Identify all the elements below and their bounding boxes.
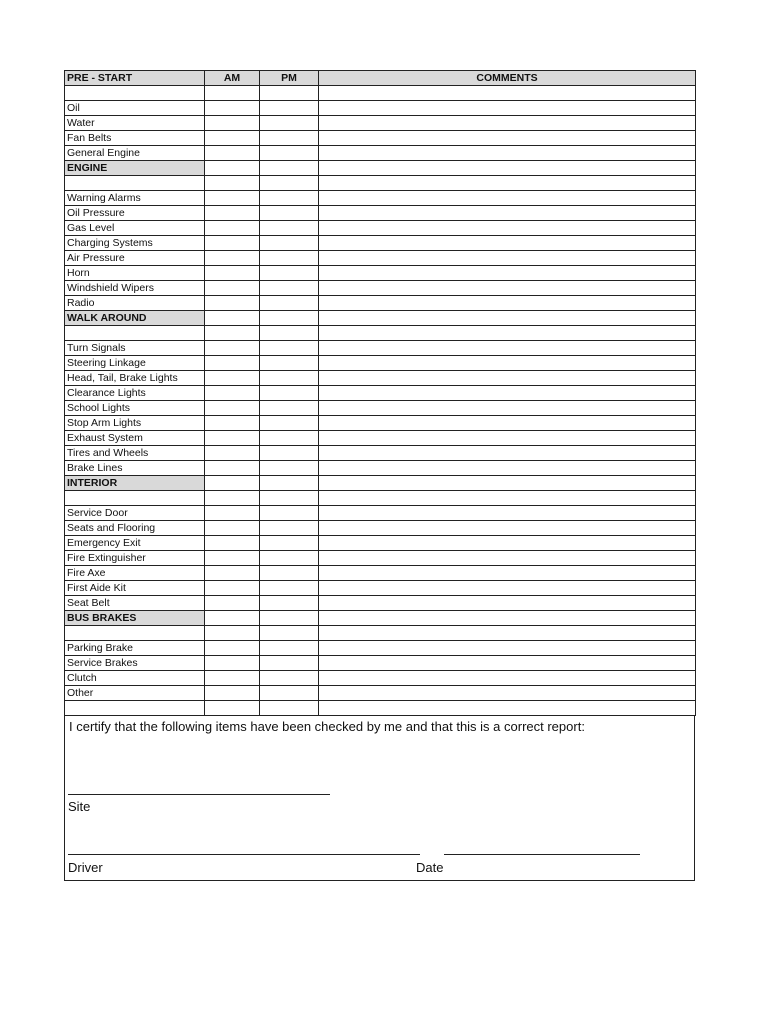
item-label: Fire Axe	[65, 566, 205, 581]
am-check-cell[interactable]	[205, 386, 260, 401]
table-row	[65, 461, 696, 476]
am-check-cell[interactable]	[205, 311, 260, 326]
am-check-cell[interactable]	[205, 221, 260, 236]
am-check-cell[interactable]	[205, 146, 260, 161]
pm-check-cell[interactable]	[260, 86, 319, 101]
comments-cell[interactable]	[319, 416, 696, 431]
comments-cell[interactable]	[319, 686, 696, 701]
comments-cell[interactable]	[319, 446, 696, 461]
item-label: Clearance Lights	[65, 386, 205, 401]
header-am: AM	[205, 71, 260, 86]
pm-check-cell[interactable]	[260, 266, 319, 281]
pm-check-cell[interactable]	[260, 281, 319, 296]
pm-check-cell[interactable]	[260, 251, 319, 266]
comments-cell[interactable]	[319, 221, 696, 236]
item-label: Gas Level	[65, 221, 205, 236]
table-row	[65, 251, 696, 266]
am-check-cell[interactable]	[205, 356, 260, 371]
pm-check-cell[interactable]	[260, 581, 319, 596]
header-comments: COMMENTS	[319, 71, 696, 86]
pm-check-cell[interactable]	[260, 326, 319, 341]
date-label: Date	[416, 860, 444, 875]
pm-check-cell[interactable]	[260, 626, 319, 641]
pm-check-cell[interactable]	[260, 191, 319, 206]
table-row	[65, 656, 696, 671]
item-label: Steering Linkage	[65, 356, 205, 371]
comments-cell[interactable]	[319, 251, 696, 266]
spacer-row	[65, 701, 696, 716]
am-check-cell[interactable]	[205, 626, 260, 641]
pm-check-cell[interactable]	[260, 101, 319, 116]
am-check-cell[interactable]	[205, 266, 260, 281]
am-check-cell[interactable]	[205, 596, 260, 611]
pm-check-cell[interactable]	[260, 491, 319, 506]
am-check-cell[interactable]	[205, 341, 260, 356]
comments-cell[interactable]	[319, 536, 696, 551]
section-header-row	[65, 311, 696, 326]
am-check-cell[interactable]	[205, 641, 260, 656]
comments-cell[interactable]	[319, 401, 696, 416]
table-row	[65, 446, 696, 461]
table-row	[65, 596, 696, 611]
header-pm: PM	[260, 71, 319, 86]
blank-label	[65, 626, 205, 641]
table-row	[65, 551, 696, 566]
comments-cell[interactable]	[319, 191, 696, 206]
item-label: Oil Pressure	[65, 206, 205, 221]
comments-cell[interactable]	[319, 311, 696, 326]
comments-cell[interactable]	[319, 371, 696, 386]
comments-cell[interactable]	[319, 656, 696, 671]
am-check-cell[interactable]	[205, 491, 260, 506]
am-check-cell[interactable]	[205, 611, 260, 626]
item-label: Oil	[65, 101, 205, 116]
header-pre-start: PRE - START	[65, 71, 205, 86]
am-check-cell[interactable]	[205, 506, 260, 521]
section-header-row	[65, 611, 696, 626]
comments-cell[interactable]	[319, 176, 696, 191]
am-check-cell[interactable]	[205, 476, 260, 491]
pm-check-cell[interactable]	[260, 416, 319, 431]
item-label: WALK AROUND	[65, 311, 205, 326]
item-label: Windshield Wipers	[65, 281, 205, 296]
blank-label	[65, 701, 205, 716]
site-signature-line[interactable]	[68, 794, 330, 795]
comments-cell[interactable]	[319, 266, 696, 281]
am-check-cell[interactable]	[205, 296, 260, 311]
comments-cell[interactable]	[319, 161, 696, 176]
am-check-cell[interactable]	[205, 176, 260, 191]
pm-check-cell[interactable]	[260, 686, 319, 701]
pm-check-cell[interactable]	[260, 386, 319, 401]
item-label: Radio	[65, 296, 205, 311]
item-label: INTERIOR	[65, 476, 205, 491]
table-row	[65, 581, 696, 596]
spacer-row	[65, 176, 696, 191]
blank-label	[65, 86, 205, 101]
am-check-cell[interactable]	[205, 401, 260, 416]
pm-check-cell[interactable]	[260, 701, 319, 716]
blank-label	[65, 491, 205, 506]
am-check-cell[interactable]	[205, 161, 260, 176]
comments-cell[interactable]	[319, 386, 696, 401]
pm-check-cell[interactable]	[260, 221, 319, 236]
pm-check-cell[interactable]	[260, 206, 319, 221]
comments-cell[interactable]	[319, 431, 696, 446]
site-label: Site	[68, 799, 91, 814]
pm-check-cell[interactable]	[260, 341, 319, 356]
comments-cell[interactable]	[319, 146, 696, 161]
comments-cell[interactable]	[319, 701, 696, 716]
item-label: Seat Belt	[65, 596, 205, 611]
item-label: Fan Belts	[65, 131, 205, 146]
item-label: Clutch	[65, 671, 205, 686]
pm-check-cell[interactable]	[260, 566, 319, 581]
pm-check-cell[interactable]	[260, 596, 319, 611]
item-label: Seats and Flooring	[65, 521, 205, 536]
pm-check-cell[interactable]	[260, 476, 319, 491]
item-label: Service Brakes	[65, 656, 205, 671]
comments-cell[interactable]	[319, 506, 696, 521]
item-label: ENGINE	[65, 161, 205, 176]
pm-check-cell[interactable]	[260, 371, 319, 386]
table-row	[65, 206, 696, 221]
pm-check-cell[interactable]	[260, 446, 319, 461]
table-row	[65, 506, 696, 521]
am-check-cell[interactable]	[205, 101, 260, 116]
am-check-cell[interactable]	[205, 206, 260, 221]
am-check-cell[interactable]	[205, 86, 260, 101]
pm-check-cell[interactable]	[260, 461, 319, 476]
pm-check-cell[interactable]	[260, 356, 319, 371]
am-check-cell[interactable]	[205, 431, 260, 446]
pm-check-cell[interactable]	[260, 641, 319, 656]
item-label: Other	[65, 686, 205, 701]
section-header-row	[65, 476, 696, 491]
am-check-cell[interactable]	[205, 446, 260, 461]
am-check-cell[interactable]	[205, 191, 260, 206]
table-row	[65, 401, 696, 416]
item-label: Fire Extinguisher	[65, 551, 205, 566]
comments-cell[interactable]	[319, 476, 696, 491]
item-label: Turn Signals	[65, 341, 205, 356]
table-row	[65, 431, 696, 446]
table-row	[65, 296, 696, 311]
table-row	[65, 266, 696, 281]
item-label: General Engine	[65, 146, 205, 161]
table-row	[65, 146, 696, 161]
table-row	[65, 191, 696, 206]
table-row	[65, 566, 696, 581]
comments-cell[interactable]	[319, 566, 696, 581]
comments-cell[interactable]	[319, 236, 696, 251]
am-check-cell[interactable]	[205, 251, 260, 266]
pm-check-cell[interactable]	[260, 536, 319, 551]
checklist-table	[64, 70, 696, 716]
item-label: Exhaust System	[65, 431, 205, 446]
table-row	[65, 131, 696, 146]
item-label: Head, Tail, Brake Lights	[65, 371, 205, 386]
pm-check-cell[interactable]	[260, 671, 319, 686]
blank-label	[65, 326, 205, 341]
comments-cell[interactable]	[319, 356, 696, 371]
item-label: BUS BRAKES	[65, 611, 205, 626]
inspection-sheet	[64, 70, 695, 881]
table-row	[65, 521, 696, 536]
table-row	[65, 671, 696, 686]
item-label: Emergency Exit	[65, 536, 205, 551]
item-label: Brake Lines	[65, 461, 205, 476]
table-row	[65, 356, 696, 371]
spacer-row	[65, 491, 696, 506]
pm-check-cell[interactable]	[260, 146, 319, 161]
comments-cell[interactable]	[319, 326, 696, 341]
item-label: Stop Arm Lights	[65, 416, 205, 431]
date-line[interactable]	[444, 854, 640, 855]
item-label: First Aide Kit	[65, 581, 205, 596]
comments-cell[interactable]	[319, 671, 696, 686]
pm-check-cell[interactable]	[260, 176, 319, 191]
spacer-row	[65, 626, 696, 641]
header-row	[65, 71, 696, 86]
am-check-cell[interactable]	[205, 566, 260, 581]
table-row	[65, 686, 696, 701]
comments-cell[interactable]	[319, 641, 696, 656]
table-row	[65, 341, 696, 356]
am-check-cell[interactable]	[205, 656, 260, 671]
item-label: Horn	[65, 266, 205, 281]
item-label: School Lights	[65, 401, 205, 416]
pm-check-cell[interactable]	[260, 611, 319, 626]
pm-check-cell[interactable]	[260, 506, 319, 521]
comments-cell[interactable]	[319, 626, 696, 641]
pm-check-cell[interactable]	[260, 116, 319, 131]
am-check-cell[interactable]	[205, 416, 260, 431]
spacer-row	[65, 86, 696, 101]
comments-cell[interactable]	[319, 596, 696, 611]
am-check-cell[interactable]	[205, 686, 260, 701]
table-row	[65, 641, 696, 656]
am-check-cell[interactable]	[205, 236, 260, 251]
item-label: Water	[65, 116, 205, 131]
am-check-cell[interactable]	[205, 131, 260, 146]
pm-check-cell[interactable]	[260, 401, 319, 416]
comments-cell[interactable]	[319, 521, 696, 536]
am-check-cell[interactable]	[205, 281, 260, 296]
comments-cell[interactable]	[319, 101, 696, 116]
comments-cell[interactable]	[319, 131, 696, 146]
am-check-cell[interactable]	[205, 461, 260, 476]
am-check-cell[interactable]	[205, 536, 260, 551]
table-row	[65, 536, 696, 551]
pm-check-cell[interactable]	[260, 131, 319, 146]
pm-check-cell[interactable]	[260, 311, 319, 326]
spacer-row	[65, 326, 696, 341]
am-check-cell[interactable]	[205, 581, 260, 596]
pm-check-cell[interactable]	[260, 296, 319, 311]
comments-cell[interactable]	[319, 296, 696, 311]
am-check-cell[interactable]	[205, 326, 260, 341]
section-header-row	[65, 161, 696, 176]
pm-check-cell[interactable]	[260, 236, 319, 251]
am-check-cell[interactable]	[205, 371, 260, 386]
am-check-cell[interactable]	[205, 671, 260, 686]
pm-check-cell[interactable]	[260, 521, 319, 536]
table-row	[65, 116, 696, 131]
am-check-cell[interactable]	[205, 521, 260, 536]
comments-cell[interactable]	[319, 491, 696, 506]
comments-cell[interactable]	[319, 206, 696, 221]
pm-check-cell[interactable]	[260, 431, 319, 446]
item-label: Service Door	[65, 506, 205, 521]
comments-cell[interactable]	[319, 581, 696, 596]
certification-statement: I certify that the following items have been checked by me and that this is a correct report:	[69, 719, 585, 734]
item-label: Charging Systems	[65, 236, 205, 251]
pm-check-cell[interactable]	[260, 551, 319, 566]
table-row	[65, 371, 696, 386]
am-check-cell[interactable]	[205, 116, 260, 131]
comments-cell[interactable]	[319, 611, 696, 626]
certification-box	[64, 716, 695, 881]
driver-signature-line[interactable]	[68, 854, 420, 855]
comments-cell[interactable]	[319, 461, 696, 476]
comments-cell[interactable]	[319, 281, 696, 296]
table-row	[65, 101, 696, 116]
am-check-cell[interactable]	[205, 551, 260, 566]
comments-cell[interactable]	[319, 341, 696, 356]
item-label: Warning Alarms	[65, 191, 205, 206]
item-label: Air Pressure	[65, 251, 205, 266]
table-row	[65, 221, 696, 236]
table-row	[65, 386, 696, 401]
driver-label: Driver	[68, 860, 103, 875]
comments-cell[interactable]	[319, 551, 696, 566]
pm-check-cell[interactable]	[260, 161, 319, 176]
comments-cell[interactable]	[319, 86, 696, 101]
blank-label	[65, 176, 205, 191]
table-row	[65, 416, 696, 431]
item-label: Parking Brake	[65, 641, 205, 656]
am-check-cell[interactable]	[205, 701, 260, 716]
pm-check-cell[interactable]	[260, 656, 319, 671]
item-label: Tires and Wheels	[65, 446, 205, 461]
table-row	[65, 281, 696, 296]
comments-cell[interactable]	[319, 116, 696, 131]
table-row	[65, 236, 696, 251]
